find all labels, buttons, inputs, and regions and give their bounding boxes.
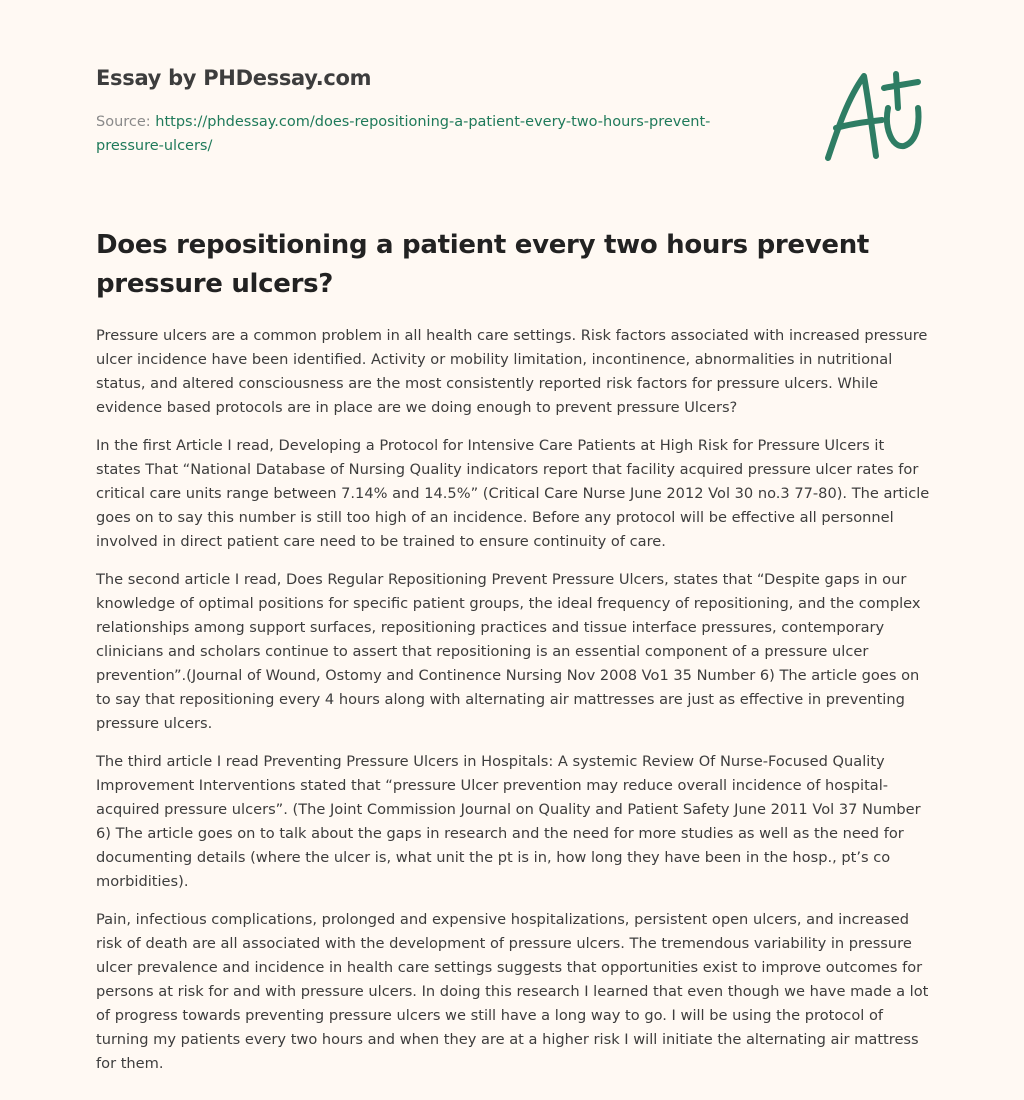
brand-title: Essay by PHDessay.com: [96, 66, 372, 90]
source-link[interactable]: https://phdessay.com/does-repositioning-a-patient-every-two-hours-prevent-pressure-ulcers/: [96, 114, 711, 154]
paragraph: Pressure ulcers are a common problem in all health care settings. Risk factors associated with increased pressure ulcer incidence have been identified. Activity or mobility limitation, incontinence, abnormalities in nutritional status, and altered consciousness are the most consistently reported risk factors for pressure ulcers. While evidence based protocols are in place are we doing enough to prevent pressure Ulcers?: [96, 327, 928, 416]
source-line: [96, 110, 756, 158]
essay-body: [96, 324, 932, 1090]
paragraph: In the first Article I read, Developing a Protocol for Intensive Care Patients at High Risk for Pressure Ulcers it states That “National Database of Nursing Quality indicators report that facility acquired pressure ulcer rates for critical care units range between 7.14% and 14.5%” (Critical Care Nurse June 2012 Vol 30 no.3 77-80). The article goes on to say this number is still too high of an incidence. Before any protocol will be effective all personnel involved in direct patient care need to be trained to ensure continuity of care.: [96, 437, 930, 550]
paragraph: Pain, infectious complications, prolonged and expensive hospitalizations, persistent open ulcers, and increased risk of death are all associated with the development of pressure ulcers. The tremendous variability in pressure ulcer prevalence and incidence in health care settings suggests that opportunities exist to improve outcomes for persons at risk for and with pressure ulcers. In doing this research I learned that even though we have made a lot of progress towards preventing pressure ulcers we still have a long way to go. I will be using the protocol of turning my patients every two hours and when they are at a higher risk I will initiate the alternating air mattress for them.: [96, 911, 929, 1072]
paragraph: The second article I read, Does Regular Repositioning Prevent Pressure Ulcers, states that “Despite gaps in our knowledge of optimal positions for specific patient groups, the ideal frequency of repositioning, and the complex relationships among support surfaces, repositioning practices and tissue interface pressures, contemporary clinicians and scholars continue to assert that repositioning is an essential component of a pressure ulcer prevention”.(Journal of Wound, Ostomy and Continence Nursing Nov 2008 Vo1 35 Number 6) The article goes on to say that repositioning every 4 hours along with alternating air mattresses are just as effective in preventing pressure ulcers.: [96, 571, 921, 732]
paragraph: The third article I read Preventing Pressure Ulcers in Hospitals: A systemic Review Of Nurse-Focused Quality Improvement Interventions stated that “pressure Ulcer prevention may reduce overall incidence of hospital-acquired pressure ulcers”. (The Joint Commission Journal on Quality and Patient Safety June 2011 Vol 37 Number 6) The article goes on to talk about the gaps in research and the need for more studies as well as the need for documenting details (where the ulcer is, what unit the pt is in, how long they have been in the hosp., pt’s co morbidities).: [96, 753, 921, 890]
essay-title: Does repositioning a patient every two hours prevent pressure ulcers?: [96, 230, 870, 299]
source-label: Source:: [96, 114, 156, 130]
a-plus-logo-icon: [818, 68, 928, 164]
